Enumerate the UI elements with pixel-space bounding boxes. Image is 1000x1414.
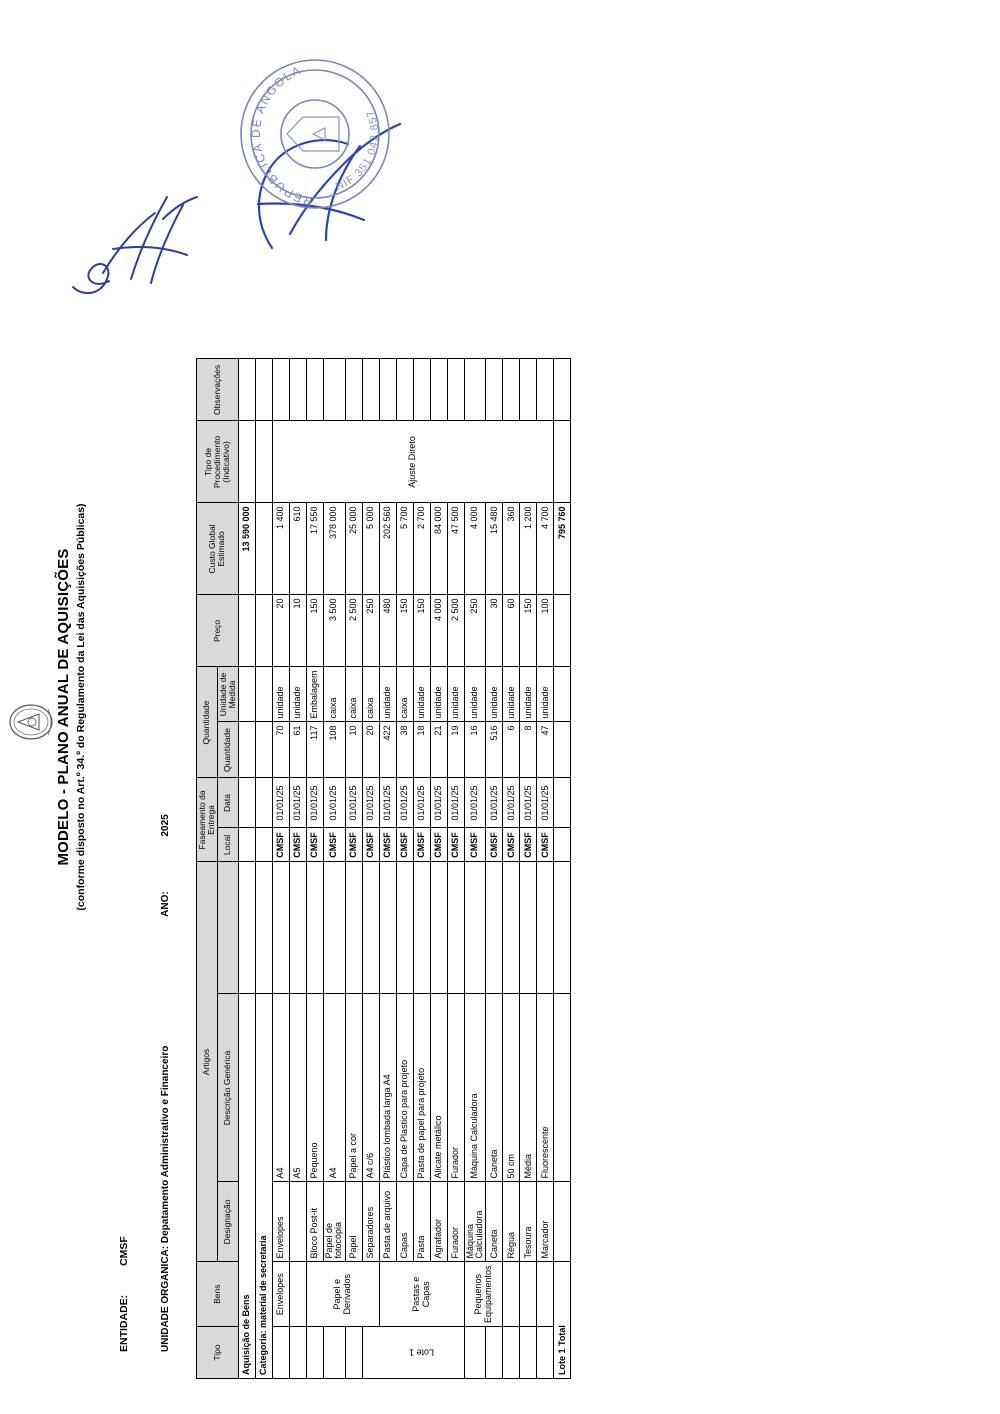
- cell-data: 01/01/25: [486, 778, 503, 828]
- cell-bens: [537, 1262, 554, 1327]
- table-row: [362, 359, 379, 1379]
- cell-observacoes: [520, 359, 537, 421]
- cell-blank: [289, 862, 306, 994]
- cell-observacoes: [379, 359, 396, 421]
- cell-custo: 15 480: [486, 503, 503, 595]
- table-body: [238, 359, 571, 1379]
- cell-quantidade: 516: [486, 722, 503, 778]
- cell-bens: [503, 1262, 520, 1327]
- cell-designacao: Papel: [345, 1182, 362, 1262]
- cell-preco: 480: [379, 595, 396, 667]
- cell-unidade-medida: caixa: [345, 667, 362, 722]
- cell-custo: 4 000: [464, 503, 486, 595]
- cell-designacao: Pasta: [413, 1182, 430, 1262]
- cell-observacoes: [447, 359, 464, 421]
- th-local: Local: [217, 828, 238, 862]
- cell-quantidade: 21: [430, 722, 447, 778]
- cell-custo: 1 400: [272, 503, 289, 595]
- page-subtitle: (conforme disposto no Art.º 34.º do Regulamento da Lei das Aquisições Públicas): [75, 503, 87, 911]
- cell-blank: [345, 862, 362, 994]
- cell-preco: 150: [396, 595, 413, 667]
- cell-preco: 2 500: [345, 595, 362, 667]
- th-descricao: Descrição Genérica: [217, 994, 238, 1182]
- cell-quantidade: 10: [345, 722, 362, 778]
- cell-data: 01/01/25: [503, 778, 520, 828]
- cell-blank: [430, 862, 447, 994]
- cell-blank: [447, 862, 464, 994]
- document-header: [55, 0, 87, 1414]
- cell-blank: [537, 862, 554, 994]
- table-row: [306, 359, 323, 1379]
- cell-descricao: A4: [323, 994, 345, 1182]
- cell-data: 01/01/25: [289, 778, 306, 828]
- section-row-category: [255, 359, 272, 1379]
- table-row: [486, 359, 503, 1379]
- cell-unidade-medida: unidade: [289, 667, 306, 722]
- cell-local: CMSF: [464, 828, 486, 862]
- cell-unidade-medida: unidade: [503, 667, 520, 722]
- cell-observacoes: [289, 359, 306, 421]
- cell-unidade-medida: caixa: [362, 667, 379, 722]
- cell-custo: 17 550: [306, 503, 323, 595]
- cell-blank: [486, 862, 503, 994]
- cell-tipo: [486, 1327, 503, 1379]
- cell-quantidade: 20: [362, 722, 379, 778]
- cell-tipo: [520, 1327, 537, 1379]
- table-row: [323, 359, 345, 1379]
- entity-label: ENTIDADE:: [118, 1294, 130, 1352]
- cell-unidade-medida: unidade: [537, 667, 554, 722]
- th-quantidade-group: Quantidade: [197, 667, 218, 778]
- cell-custo: 5 700: [396, 503, 413, 595]
- cell-descricao: A4 c/6: [362, 994, 379, 1182]
- cell-tipo: [464, 1327, 486, 1379]
- cell-quantidade: 16: [464, 722, 486, 778]
- cell-descricao: Furador: [447, 994, 464, 1182]
- cell-descricao: Papel a cor: [345, 994, 362, 1182]
- cell-bens: [520, 1262, 537, 1327]
- cell-observacoes: [464, 359, 486, 421]
- organic-unit-label: UNIDADE ORGANICA: Depatamento Administrativo e Financeiro: [160, 1045, 171, 1352]
- cell-local: CMSF: [537, 828, 554, 862]
- table-row: [272, 359, 289, 1379]
- global-total-cell: 13 590 000: [238, 503, 255, 595]
- cell-quantidade: 47: [537, 722, 554, 778]
- cell-preco: 60: [503, 595, 520, 667]
- total-custo: 795 760: [554, 503, 571, 595]
- cell-data: 01/01/25: [362, 778, 379, 828]
- cell-custo: 610: [289, 503, 306, 595]
- cell-designacao: Furador: [447, 1182, 464, 1262]
- cell-bens: Envelopes: [272, 1262, 289, 1327]
- cell-data: 01/01/25: [345, 778, 362, 828]
- cell-custo: 84 000: [430, 503, 447, 595]
- th-blank: [217, 862, 238, 994]
- cell-preco: 20: [272, 595, 289, 667]
- cell-blank: [464, 862, 486, 994]
- signature-2: [230, 94, 410, 264]
- cell-local: CMSF: [362, 828, 379, 862]
- annual-acquisition-plan-table: [196, 358, 571, 1379]
- cell-blank: [413, 862, 430, 994]
- cell-custo: 5 000: [362, 503, 379, 595]
- table-row: [447, 359, 464, 1379]
- th-preco: Preço: [197, 595, 239, 667]
- cell-preco: 100: [537, 595, 554, 667]
- cell-local: CMSF: [323, 828, 345, 862]
- cell-designacao: Máquina Calculadora: [464, 1182, 486, 1262]
- cell-designacao: Marcador: [537, 1182, 554, 1262]
- th-artigos: Artigos: [197, 862, 218, 1262]
- cell-data: 01/01/25: [306, 778, 323, 828]
- cell-designacao: Caneta: [486, 1182, 503, 1262]
- cell-tipo-procedimento: Ajuste Direto: [272, 421, 554, 503]
- cell-custo: 25 000: [345, 503, 362, 595]
- cell-descricao: Pasta de papel para projeto: [413, 994, 430, 1182]
- th-custo-global: Custo Global Estimado: [197, 503, 239, 595]
- th-unidade-medida: Unidade de Medida: [217, 667, 238, 722]
- cell-preco: 2 500: [447, 595, 464, 667]
- cell-data: 01/01/25: [272, 778, 289, 828]
- th-faseamento: Faseamento da Entrega: [197, 778, 218, 862]
- cell-unidade-medida: unidade: [272, 667, 289, 722]
- cell-data: 01/01/25: [413, 778, 430, 828]
- cell-observacoes: [396, 359, 413, 421]
- cell-designacao: Bloco Post-it: [306, 1182, 323, 1262]
- cell-tipo: Lote 1: [379, 1327, 464, 1379]
- cell-descricao: Alicate metálico: [430, 994, 447, 1182]
- cell-designacao: [289, 1182, 306, 1262]
- cell-tipo: [537, 1327, 554, 1379]
- cell-data: 01/01/25: [537, 778, 554, 828]
- cell-local: CMSF: [447, 828, 464, 862]
- cell-blank: [323, 862, 345, 994]
- cell-observacoes: [362, 359, 379, 421]
- cell-observacoes: [537, 359, 554, 421]
- cell-preco: 250: [464, 595, 486, 667]
- cell-local: CMSF: [379, 828, 396, 862]
- cell-local: CMSF: [520, 828, 537, 862]
- cell-quantidade: 19: [447, 722, 464, 778]
- cell-tipo: [503, 1327, 520, 1379]
- cell-observacoes: [486, 359, 503, 421]
- section-row-acquisition: [238, 359, 255, 1379]
- entity-value: CMSF: [118, 1236, 130, 1266]
- cell-quantidade: 70: [272, 722, 289, 778]
- cell-unidade-medida: unidade: [379, 667, 396, 722]
- th-quantidade: Quantidade: [217, 722, 238, 778]
- section-label-acquisition: Aquisição de Bens: [238, 994, 255, 1379]
- cell-designacao: Papel de fotocópia: [323, 1182, 345, 1262]
- cell-designacao: Pasta de arquivo: [379, 1182, 396, 1262]
- cell-custo: 378 000: [323, 503, 345, 595]
- cell-unidade-medida: caixa: [396, 667, 413, 722]
- cell-blank: [503, 862, 520, 994]
- cell-descricao: Capa de Plastico para projeto: [396, 994, 413, 1182]
- cell-bens: Papel e Derivados: [306, 1262, 379, 1327]
- cell-local: CMSF: [430, 828, 447, 862]
- table-group-header-row: [197, 359, 218, 1379]
- cell-preco: 4 000: [430, 595, 447, 667]
- cell-unidade-medida: unidade: [430, 667, 447, 722]
- cell-observacoes: [306, 359, 323, 421]
- round-rubber-stamp-icon: [215, 39, 410, 229]
- cell-custo: 47 500: [447, 503, 464, 595]
- table-row: [289, 359, 306, 1379]
- cell-unidade-medida: unidade: [520, 667, 537, 722]
- cell-custo: 2 700: [413, 503, 430, 595]
- table-row: [430, 359, 447, 1379]
- cell-observacoes: [413, 359, 430, 421]
- cell-blank: [396, 862, 413, 994]
- table-row: [413, 359, 430, 1379]
- cell-blank: [520, 862, 537, 994]
- table-row: [520, 359, 537, 1379]
- cell-unidade-medida: unidade: [464, 667, 486, 722]
- cell-quantidade: 18: [413, 722, 430, 778]
- cell-tipo: [362, 1327, 379, 1379]
- table-total-row: [554, 359, 571, 1379]
- cell-quantidade: 61: [289, 722, 306, 778]
- cell-tipo: [323, 1327, 345, 1379]
- section-label-category: Categoria: material de secretaria: [255, 994, 272, 1379]
- cell-blank: [272, 862, 289, 994]
- cell-blank: [362, 862, 379, 994]
- cell-quantidade: 117: [306, 722, 323, 778]
- total-label: Lote 1 Total: [554, 1262, 571, 1379]
- table-row: [503, 359, 520, 1379]
- cell-unidade-medida: unidade: [447, 667, 464, 722]
- unit-year-row: [160, 814, 171, 1352]
- cell-quantidade: 6: [503, 722, 520, 778]
- cell-data: 01/01/25: [323, 778, 345, 828]
- cell-designacao: Régua: [503, 1182, 520, 1262]
- cell-preco: 150: [413, 595, 430, 667]
- cell-local: CMSF: [396, 828, 413, 862]
- cell-observacoes: [323, 359, 345, 421]
- cell-data: 01/01/25: [430, 778, 447, 828]
- cell-unidade-medida: Embalagem: [306, 667, 323, 722]
- cell-unidade-medida: caixa: [323, 667, 345, 722]
- cell-descricao: Plástico lombada larga A4: [379, 994, 396, 1182]
- cell-custo: 360: [503, 503, 520, 595]
- cell-local: CMSF: [272, 828, 289, 862]
- th-designacao: Designação: [217, 1182, 238, 1262]
- cell-designacao: Capas: [396, 1182, 413, 1262]
- cell-bens: Pequenos Equipamentos: [464, 1262, 503, 1327]
- cell-preco: 150: [520, 595, 537, 667]
- cell-data: 01/01/25: [396, 778, 413, 828]
- th-tipo: Tipo: [197, 1327, 239, 1379]
- cell-local: CMSF: [413, 828, 430, 862]
- th-bens: Bens: [197, 1262, 239, 1327]
- cell-descricao: A5: [289, 994, 306, 1182]
- cell-quantidade: 108: [323, 722, 345, 778]
- cell-preco: 30: [486, 595, 503, 667]
- cell-data: 01/01/25: [447, 778, 464, 828]
- cell-descricao: Fluorescente: [537, 994, 554, 1182]
- cell-local: CMSF: [486, 828, 503, 862]
- year-label: ANO:: [160, 891, 171, 917]
- table-row: [464, 359, 486, 1379]
- table-row: [396, 359, 413, 1379]
- table-row: [379, 359, 396, 1379]
- cell-data: 01/01/25: [520, 778, 537, 828]
- cell-local: CMSF: [345, 828, 362, 862]
- coat-of-arms-seal-icon: [8, 702, 54, 742]
- cell-descricao: Máquina Calculadora: [464, 994, 486, 1182]
- cell-observacoes: [345, 359, 362, 421]
- entity-row: [118, 1236, 130, 1352]
- cell-local: CMSF: [289, 828, 306, 862]
- th-data: Data: [217, 778, 238, 828]
- cell-observacoes: [503, 359, 520, 421]
- cell-preco: 10: [289, 595, 306, 667]
- cell-designacao: Agrafador: [430, 1182, 447, 1262]
- cell-data: 01/01/25: [379, 778, 396, 828]
- cell-designacao: Envelopes: [272, 1182, 289, 1262]
- cell-observacoes: [430, 359, 447, 421]
- cell-custo: 1 200: [520, 503, 537, 595]
- cell-custo: 4 700: [537, 503, 554, 595]
- cell-quantidade: 422: [379, 722, 396, 778]
- cell-quantidade: 8: [520, 722, 537, 778]
- cell-descricao: 50 cm: [503, 994, 520, 1182]
- cell-preco: 3 500: [323, 595, 345, 667]
- cell-preco: 250: [362, 595, 379, 667]
- cell-tipo: [345, 1327, 362, 1379]
- cell-unidade-medida: unidade: [413, 667, 430, 722]
- cell-bens: Pastas e Capas: [379, 1262, 464, 1327]
- cell-blank: [379, 862, 396, 994]
- cell-tipo: [306, 1327, 323, 1379]
- svg-text:REPUBLICA DE ANGOLA: REPUBLICA DE ANGOLA: [248, 62, 314, 209]
- cell-designacao: Tesoura: [520, 1182, 537, 1262]
- cell-designacao: Separadores: [362, 1182, 379, 1262]
- th-observacoes: Observações: [197, 359, 239, 421]
- cell-bens: [289, 1262, 306, 1327]
- cell-unidade-medida: unidade: [486, 667, 503, 722]
- cell-custo: 202 560: [379, 503, 396, 595]
- cell-quantidade: 38: [396, 722, 413, 778]
- page-title: MODELO - PLANO ANUAL DE AQUISIÇÕES: [55, 548, 72, 866]
- cell-data: 01/01/25: [464, 778, 486, 828]
- table-row: [537, 359, 554, 1379]
- cell-tipo: [289, 1327, 306, 1379]
- cell-local: CMSF: [306, 828, 323, 862]
- svg-text:NIF 351 042 857: NIF 351 042 857: [333, 107, 382, 194]
- table-row: [345, 359, 362, 1379]
- cell-local: CMSF: [503, 828, 520, 862]
- cell-descricao: Pequeno: [306, 994, 323, 1182]
- cell-observacoes: [272, 359, 289, 421]
- cell-blank: [306, 862, 323, 994]
- th-tipo-procedimento: Tipo de Procedimento (Indicativo): [197, 421, 239, 503]
- cell-descricao: Caneta: [486, 994, 503, 1182]
- cell-tipo: [272, 1327, 289, 1379]
- cell-descricao: A4: [272, 994, 289, 1182]
- year-value: 2025: [160, 814, 171, 837]
- cell-descricao: Média: [520, 994, 537, 1182]
- cell-preco: 150: [306, 595, 323, 667]
